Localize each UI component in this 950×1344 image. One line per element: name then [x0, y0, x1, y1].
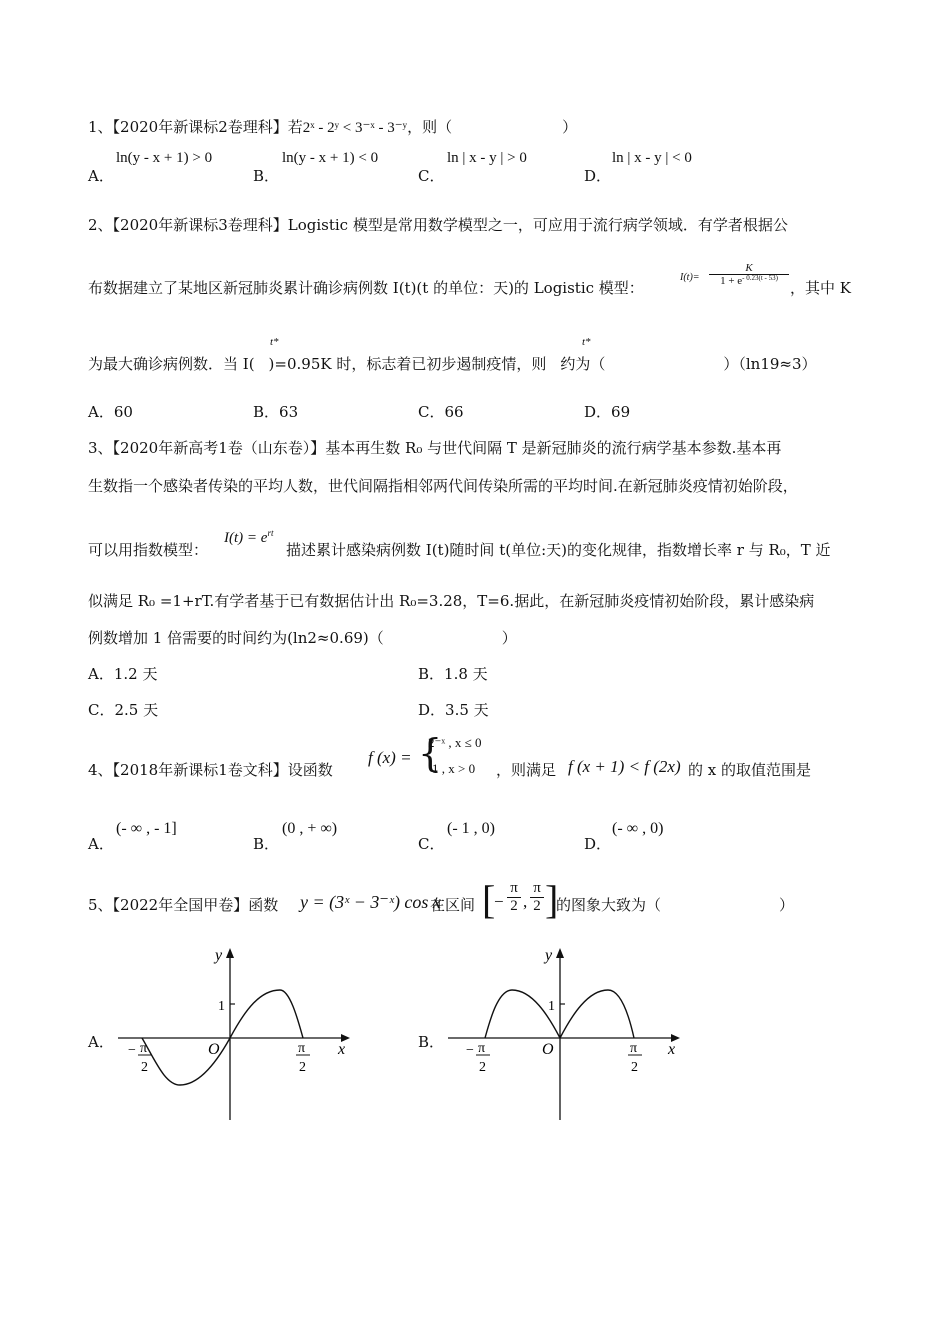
q3-option-a[interactable]: A．1.2 天: [88, 665, 158, 683]
neg-two: 2: [479, 1060, 486, 1075]
q4-fx: f (x) =: [368, 748, 412, 767]
neg-pi: π: [478, 1041, 486, 1056]
q5-prefix: 5、【2022年全国甲卷】函数: [88, 896, 279, 914]
q4-option-a-expr: (- ∞ , - 1]: [116, 820, 177, 837]
neg-sign: −: [128, 1043, 136, 1058]
q4-option-c-label[interactable]: C．: [418, 835, 445, 853]
y-axis-arrow: [226, 948, 234, 958]
q4-suffix: 的 x 的取值范围是: [688, 761, 811, 779]
q1-option-c-expr: ln | x - y | > 0: [447, 150, 527, 166]
q2-formula-denominator: 1 + e: [720, 275, 743, 288]
q3-option-c[interactable]: C．2.5 天: [88, 701, 159, 719]
q2-formula-fraction: [709, 262, 789, 287]
q5-interval-lower: $\frac{\pi}{2}$: [507, 880, 521, 914]
q1-option-c-label[interactable]: C．: [418, 167, 445, 185]
q1-suffix: ，则（: [407, 118, 453, 136]
pos-two: 2: [631, 1060, 638, 1075]
q4-option-c-expr: (- 1 , 0): [447, 820, 495, 837]
q1-option-a-label[interactable]: A．: [88, 167, 114, 185]
q5-function: y = (3ˣ − 3⁻ˣ) cos x: [300, 892, 441, 912]
q4-option-d-expr: (- ∞ , 0): [612, 820, 664, 837]
q2-line3-b: )=0.95K 时，标志着已初步遏制疫情，则: [268, 355, 547, 373]
q1-stem: [88, 119, 577, 137]
q1-option-b-label[interactable]: B．: [253, 167, 280, 185]
q4-case1: 2⁻ˣ , x ≤ 0: [428, 735, 482, 750]
q3-formula: $I(t) = e^{rt}$: [224, 528, 274, 546]
q1-option-d-label[interactable]: D．: [584, 167, 612, 185]
q4-option-d-label[interactable]: D．: [584, 835, 612, 853]
one-label: 1: [218, 999, 225, 1014]
q2-line2: [88, 280, 644, 297]
q3-line3-a: 可以用指数模型：: [88, 541, 209, 559]
x-label: x: [338, 1041, 346, 1058]
q1-prefix: 1、【2020年新课标2卷理科】若: [88, 118, 303, 136]
q4-option-a-label[interactable]: A．: [88, 835, 114, 853]
q2-option-a[interactable]: A．60: [88, 403, 133, 421]
q5-suffix: 的图象大致为（ ）: [556, 896, 795, 914]
q1-option-b-expr: ln(y - x + 1) < 0: [282, 150, 379, 166]
q1-option-d-expr: ln | x - y | < 0: [612, 150, 692, 166]
q2-line3-a: 为最大确诊病例数．当 I(: [88, 355, 255, 373]
pos-pi: π: [298, 1041, 306, 1056]
q4-inequality: f (x + 1) < f (2x): [568, 757, 681, 776]
q3-option-b[interactable]: B．1.8 天: [418, 665, 488, 683]
q3-line4: 似满足 R₀ =1+rT.有学者基于已有数据估计出 R₀=3.28，T=6.据此，在新冠肺炎疫情初始阶段，累计感染病: [88, 592, 815, 610]
q4-case2: 1 , x > 0: [432, 761, 476, 776]
q2-formula-numerator: K: [709, 262, 789, 275]
q4-brace: {: [418, 731, 443, 775]
q5-graph-a[interactable]: [110, 940, 360, 1125]
q1-condition: 2ˣ - 2ʸ < 3⁻ˣ - 3⁻ʸ: [302, 120, 408, 136]
q2-line1: 2、【2020年新课标3卷理科】Logistic 模型是常用数学模型之一，可应用于流行病学领域．有学者根据公: [88, 216, 788, 234]
q2-line3-d: ）（ln19≈3）: [723, 355, 817, 373]
q2-option-c[interactable]: C．66: [418, 403, 464, 421]
q2-line3: [88, 356, 817, 373]
one-label: 1: [548, 999, 555, 1014]
x-label: x: [668, 1041, 676, 1058]
q5-interval-right-bracket: ]: [545, 877, 559, 922]
q2-formula-exponent: - 0.23(t - 53): [742, 274, 778, 283]
q4-prefix: 4、【2018年新课标1卷文科】设函数: [88, 761, 333, 779]
q3-line1: 3、【2020年新高考1卷（山东卷）】基本再生数 R₀ 与世代间隔 T 是新冠肺炎的流行病学基本参数.基本再: [88, 439, 782, 457]
q4-mid: ，则满足: [496, 761, 557, 779]
q1-close: ）: [562, 118, 578, 136]
q5-interval-left-bracket: [: [482, 877, 496, 922]
q2-option-b[interactable]: B．63: [253, 403, 299, 421]
origin-label: O: [542, 1041, 554, 1058]
q2-line3-c: 约为（: [560, 355, 606, 373]
q2-line2-end: ，其中 K: [790, 279, 851, 297]
q3-line3-b: 描述累计感染病例数 I(t)随时间 t(单位:天)的变化规律，指数增长率 r 与 R₀，T 近: [286, 541, 831, 559]
pos-two: 2: [299, 1060, 306, 1075]
q2-formula-lhs: I(t)=: [680, 272, 700, 283]
q5-interval-upper: $\frac{\pi}{2}$: [530, 880, 544, 914]
y-axis-arrow: [556, 948, 564, 958]
pos-pi: π: [630, 1041, 638, 1056]
q5-interval-comma: ,: [523, 892, 528, 911]
y-label: y: [545, 947, 553, 964]
q2-line2-text: 布数据建立了某地区新冠肺炎累计确诊病例数 I(t)(t 的单位：天)的 Logistic 模型：: [88, 279, 644, 297]
q2-tstar-1: t*: [270, 336, 279, 348]
q1-option-a-expr: ln(y - x + 1) > 0: [116, 150, 213, 166]
q4-option-b-expr: (0 , + ∞): [282, 820, 338, 837]
q3-line2: 生数指一个感染者传染的平均人数，世代间隔指相邻两代间传染所需的平均时间.在新冠肺炎疫情初始阶段，: [88, 477, 798, 495]
neg-pi: π: [140, 1041, 148, 1056]
q3-line5: 例数增加 1 倍需要的时间约为(ln2≈0.69)（ ）: [88, 629, 517, 647]
q2-tstar-2: t*: [582, 336, 591, 348]
q5-interval-minus: −: [494, 892, 504, 911]
y-label: y: [215, 947, 223, 964]
q2-option-d[interactable]: D．69: [584, 403, 631, 421]
q5-graph-b[interactable]: [440, 940, 690, 1125]
q5-mid: 在区间: [430, 896, 476, 914]
q5-graph-b-label[interactable]: B．: [418, 1033, 445, 1051]
q4-option-b-label[interactable]: B．: [253, 835, 280, 853]
q3-option-d[interactable]: D．3.5 天: [418, 701, 489, 719]
neg-sign: −: [466, 1043, 474, 1058]
origin-label: O: [208, 1041, 220, 1058]
q5-graph-a-label[interactable]: A．: [88, 1033, 114, 1051]
neg-two: 2: [141, 1060, 148, 1075]
